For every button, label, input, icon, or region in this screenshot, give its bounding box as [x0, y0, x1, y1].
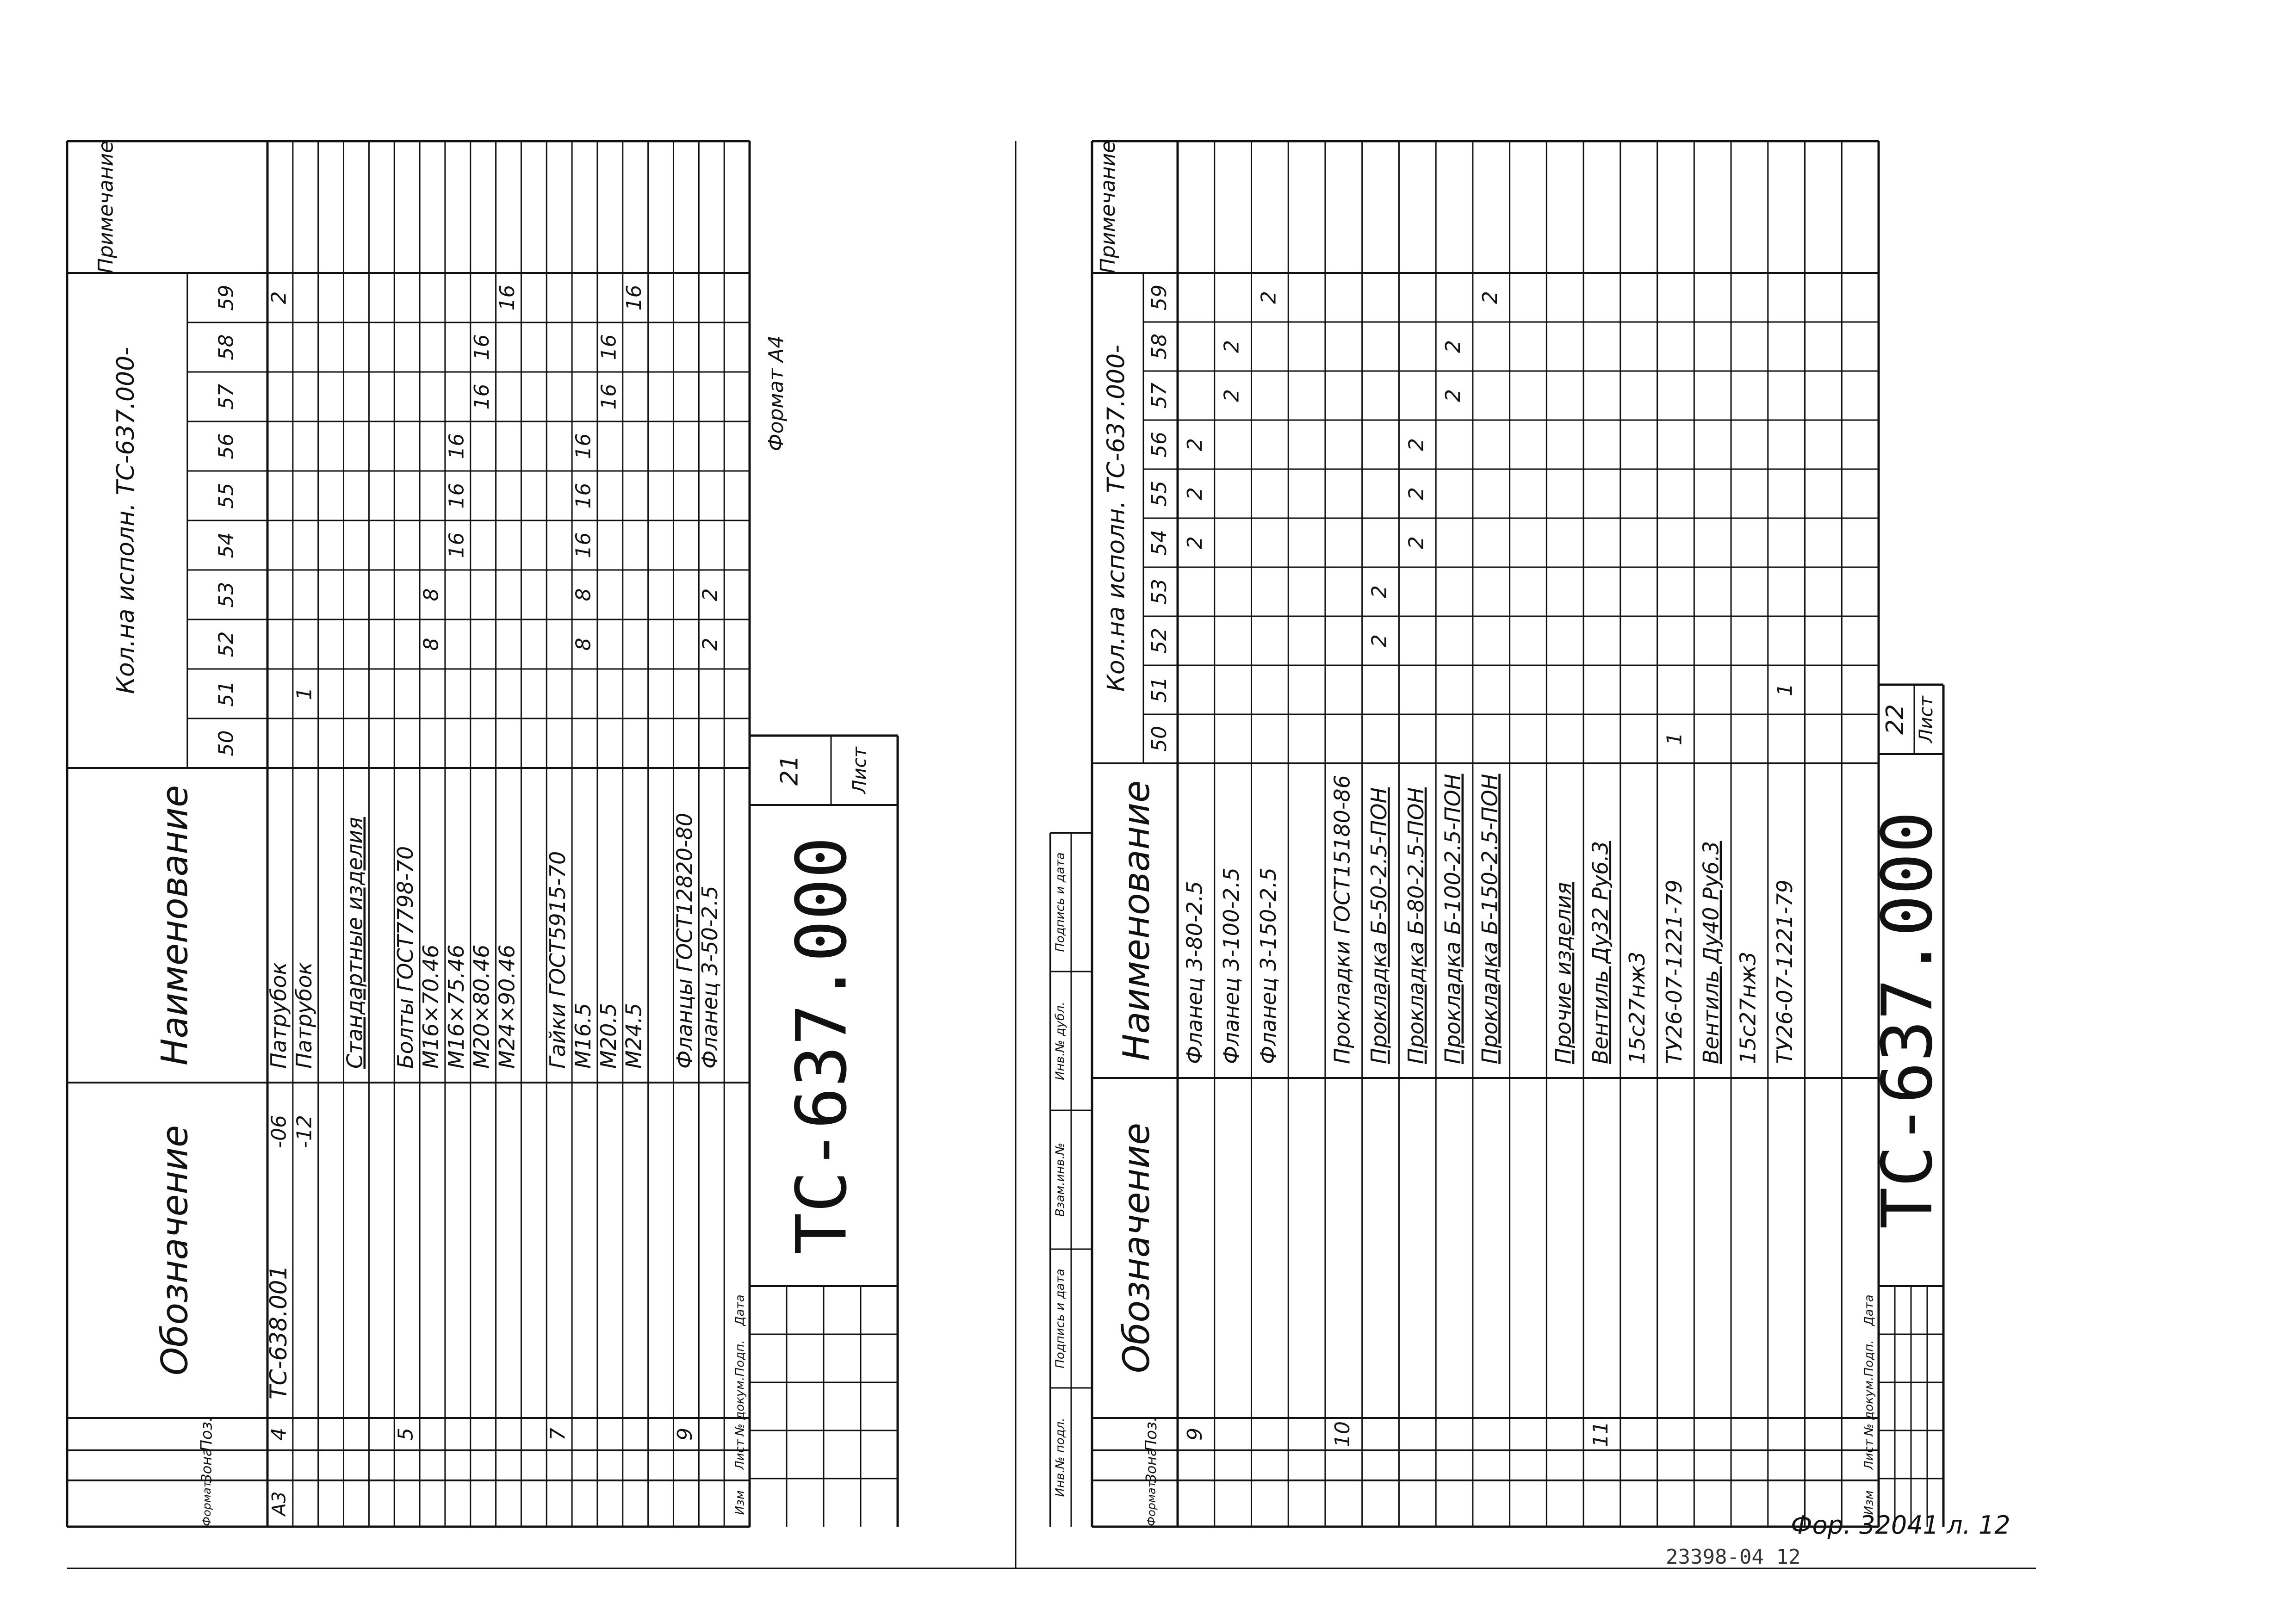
row-name: М24×90.46	[494, 944, 520, 1069]
row-quantity: 2	[698, 638, 722, 651]
row-name: 15с27нж3	[1735, 951, 1761, 1064]
row-quantity: 16	[445, 483, 469, 509]
row-position: 9	[1183, 1428, 1207, 1441]
variant-number: 54	[214, 532, 238, 558]
side-strip-label: Инв.№ подл.	[1053, 1418, 1067, 1497]
row-name: М16.5	[571, 1003, 596, 1069]
side-strip-label: Взам.инв.№	[1053, 1143, 1067, 1217]
row-quantity: 2	[1367, 585, 1391, 598]
variant-number: 58	[214, 334, 238, 360]
row-quantity: 16	[470, 334, 494, 360]
row-quantity: 1	[1773, 683, 1797, 696]
row-quantity: 16	[496, 285, 519, 311]
row-quantity: 16	[597, 334, 621, 360]
title-block-label: Подп.	[733, 1340, 747, 1377]
row-quantity: 2	[1183, 487, 1207, 500]
row-name: Фланец 3-50-2.5	[697, 885, 723, 1069]
variant-number: 55	[1148, 481, 1171, 507]
row-position: 11	[1589, 1421, 1613, 1447]
variant-number: 53	[1148, 579, 1171, 605]
sheet-label: Лист	[1916, 696, 1937, 743]
archive-side-strip	[1050, 833, 1092, 1527]
row-quantity: 2	[1257, 291, 1281, 304]
row-name: Фланец 3-150-2.5	[1255, 867, 1281, 1064]
spec-sheet-2	[1050, 141, 1948, 1527]
variant-number: 59	[214, 285, 238, 311]
row-name: М20×80.46	[469, 944, 494, 1069]
row-name: Прочие изделия	[1551, 882, 1576, 1064]
row-quantity: 2	[1220, 389, 1244, 402]
variant-number: 53	[214, 582, 238, 608]
title-block-label: Дата	[1862, 1294, 1876, 1326]
variant-number: 57	[1148, 383, 1171, 409]
variant-number: 51	[1148, 677, 1171, 703]
spec-sheet-1	[67, 141, 898, 1527]
row-name: М20.5	[596, 1003, 621, 1069]
side-strip-label: Подпись и дата	[1053, 852, 1067, 952]
row-designation: ТС-638.001	[265, 1265, 292, 1399]
row-name: Патрубок	[291, 962, 316, 1069]
variant-number: 58	[1148, 334, 1171, 359]
row-quantity: 2	[1441, 389, 1465, 402]
document-code: ТС-637.000	[1867, 811, 1948, 1229]
row-quantity: 8	[571, 638, 596, 651]
row-quantity: 8	[419, 638, 443, 651]
side-strip-label: Подпись и дата	[1053, 1269, 1067, 1368]
sheet-number: 22	[1881, 704, 1910, 735]
row-quantity: 16	[445, 532, 469, 558]
row-position: 10	[1330, 1421, 1354, 1447]
row-name: Патрубок	[266, 962, 291, 1069]
variant-number: 57	[214, 384, 238, 410]
row-name: Фланец 3-80-2.5	[1182, 881, 1207, 1064]
header-designation: Обозначение	[154, 1125, 196, 1376]
row-quantity: 2	[1183, 536, 1207, 549]
variant-number: 50	[1148, 726, 1171, 752]
row-name: Фланец 3-100-2.5	[1219, 867, 1244, 1064]
side-strip-label: Инв.№ дубл.	[1053, 1002, 1067, 1080]
row-name: Прокладка Б-50-2.5-ПОН	[1366, 787, 1392, 1064]
title-block-label: Лист	[1862, 1439, 1876, 1470]
row-quantity: 1	[1663, 732, 1687, 745]
row-position: 9	[673, 1428, 697, 1441]
header-format: Формат	[1145, 1481, 1158, 1526]
copy-note: Фор. 32041 л. 12	[1791, 1511, 2011, 1540]
row-quantity: 2	[698, 588, 722, 601]
header-pos: Поз.	[1142, 1417, 1160, 1452]
row-quantity: 2	[1183, 438, 1207, 451]
row-format: А3	[268, 1491, 290, 1516]
header-qty-title: Кол.на исполн. ТС-637.000-	[1102, 344, 1130, 692]
sheet-label: Лист	[849, 747, 870, 794]
row-position: 7	[546, 1428, 570, 1441]
row-name: Стандартные изделия	[342, 817, 367, 1069]
title-block-label: Лист	[733, 1439, 747, 1470]
title-block-label: № докум.	[733, 1376, 747, 1436]
sheet-number: 21	[776, 755, 804, 786]
title-block-label: Дата	[733, 1294, 747, 1326]
row-quantity: 16	[470, 384, 494, 410]
header-note: Примечание	[1096, 140, 1120, 274]
row-quantity: 2	[1404, 438, 1428, 451]
title-block-label: Изм	[733, 1490, 747, 1515]
row-designation-suffix: -12	[292, 1115, 316, 1148]
header-zone: Зона	[1143, 1448, 1160, 1483]
variant-number: 52	[214, 631, 238, 657]
row-name: Прокладки ГОСТ15180-86	[1329, 775, 1355, 1064]
row-quantity: 2	[1478, 291, 1502, 304]
row-position: 5	[394, 1428, 418, 1441]
row-quantity: 16	[571, 483, 596, 509]
page-info	[1666, 1541, 1990, 1573]
row-quantity: 16	[445, 433, 469, 459]
row-quantity: 2	[1404, 487, 1428, 500]
row-quantity: 1	[292, 687, 316, 700]
title-block-label: № докум.	[1862, 1376, 1876, 1436]
row-name: Прокладка Б-80-2.5-ПОН	[1403, 787, 1428, 1064]
row-quantity: 2	[1220, 340, 1244, 353]
header-designation: Обозначение	[1116, 1122, 1158, 1374]
title-block-label: Изм	[1862, 1490, 1876, 1515]
page-code: 23398-04 12	[1666, 1545, 1801, 1569]
row-quantity: 16	[571, 433, 596, 459]
row-quantity: 2	[1441, 340, 1465, 353]
row-name: Вентиль Ду40 Ру6.3	[1698, 841, 1724, 1064]
row-quantity: 2	[1367, 634, 1391, 647]
variant-number: 54	[1148, 530, 1171, 556]
row-name: Болты ГОСТ7798-70	[393, 846, 418, 1069]
header-pos: Поз.	[197, 1417, 216, 1452]
row-name: Вентиль Ду32 Ру6.3	[1588, 841, 1613, 1064]
variant-number: 56	[1148, 432, 1171, 458]
row-quantity: 16	[597, 384, 621, 410]
header-format: Формат	[200, 1481, 214, 1526]
header-qty-title: Кол.на исполн. ТС-637.000-	[112, 347, 140, 694]
row-quantity: 16	[622, 285, 646, 311]
row-quantity: 8	[419, 588, 443, 601]
row-name: Прокладка Б-150-2.5-ПОН	[1477, 774, 1502, 1064]
variant-number: 50	[214, 730, 238, 756]
row-quantity: 16	[571, 532, 596, 558]
row-name: Прокладка Б-100-2.5-ПОН	[1440, 774, 1465, 1064]
header-zone: Зона	[199, 1448, 215, 1483]
row-name: ТУ26-07-1221-79	[1661, 879, 1687, 1064]
row-quantity: 2	[267, 291, 291, 304]
row-quantity: 8	[571, 588, 596, 601]
document-code: ТС-637.000	[782, 836, 863, 1255]
row-name: Фланцы ГОСТ12820-80	[672, 812, 697, 1069]
title-block	[733, 736, 898, 1527]
header-note: Примечание	[94, 140, 118, 274]
variant-number: 56	[214, 433, 238, 459]
row-designation-suffix: -06	[267, 1115, 291, 1148]
row-name: М16×70.46	[418, 944, 443, 1069]
row-position: 4	[267, 1428, 291, 1441]
variant-number: 52	[1148, 628, 1171, 654]
format-note: Формат А4	[764, 335, 788, 452]
variant-number: 55	[214, 483, 238, 509]
row-name: ТУ26-07-1221-79	[1772, 879, 1798, 1064]
row-name: М24.5	[621, 1003, 646, 1069]
row-name: Гайки ГОСТ5915-70	[545, 851, 571, 1069]
row-quantity: 2	[1404, 536, 1428, 549]
title-block-label: Подп.	[1862, 1340, 1876, 1377]
title-block	[1862, 685, 1948, 1527]
variant-number: 59	[1148, 285, 1171, 310]
variant-number: 51	[214, 681, 238, 707]
row-name: М16×75.46	[443, 944, 469, 1069]
header-name: Наименование	[1116, 780, 1158, 1061]
row-name: 15с27нж3	[1625, 951, 1650, 1064]
header-name: Наименование	[154, 785, 196, 1066]
